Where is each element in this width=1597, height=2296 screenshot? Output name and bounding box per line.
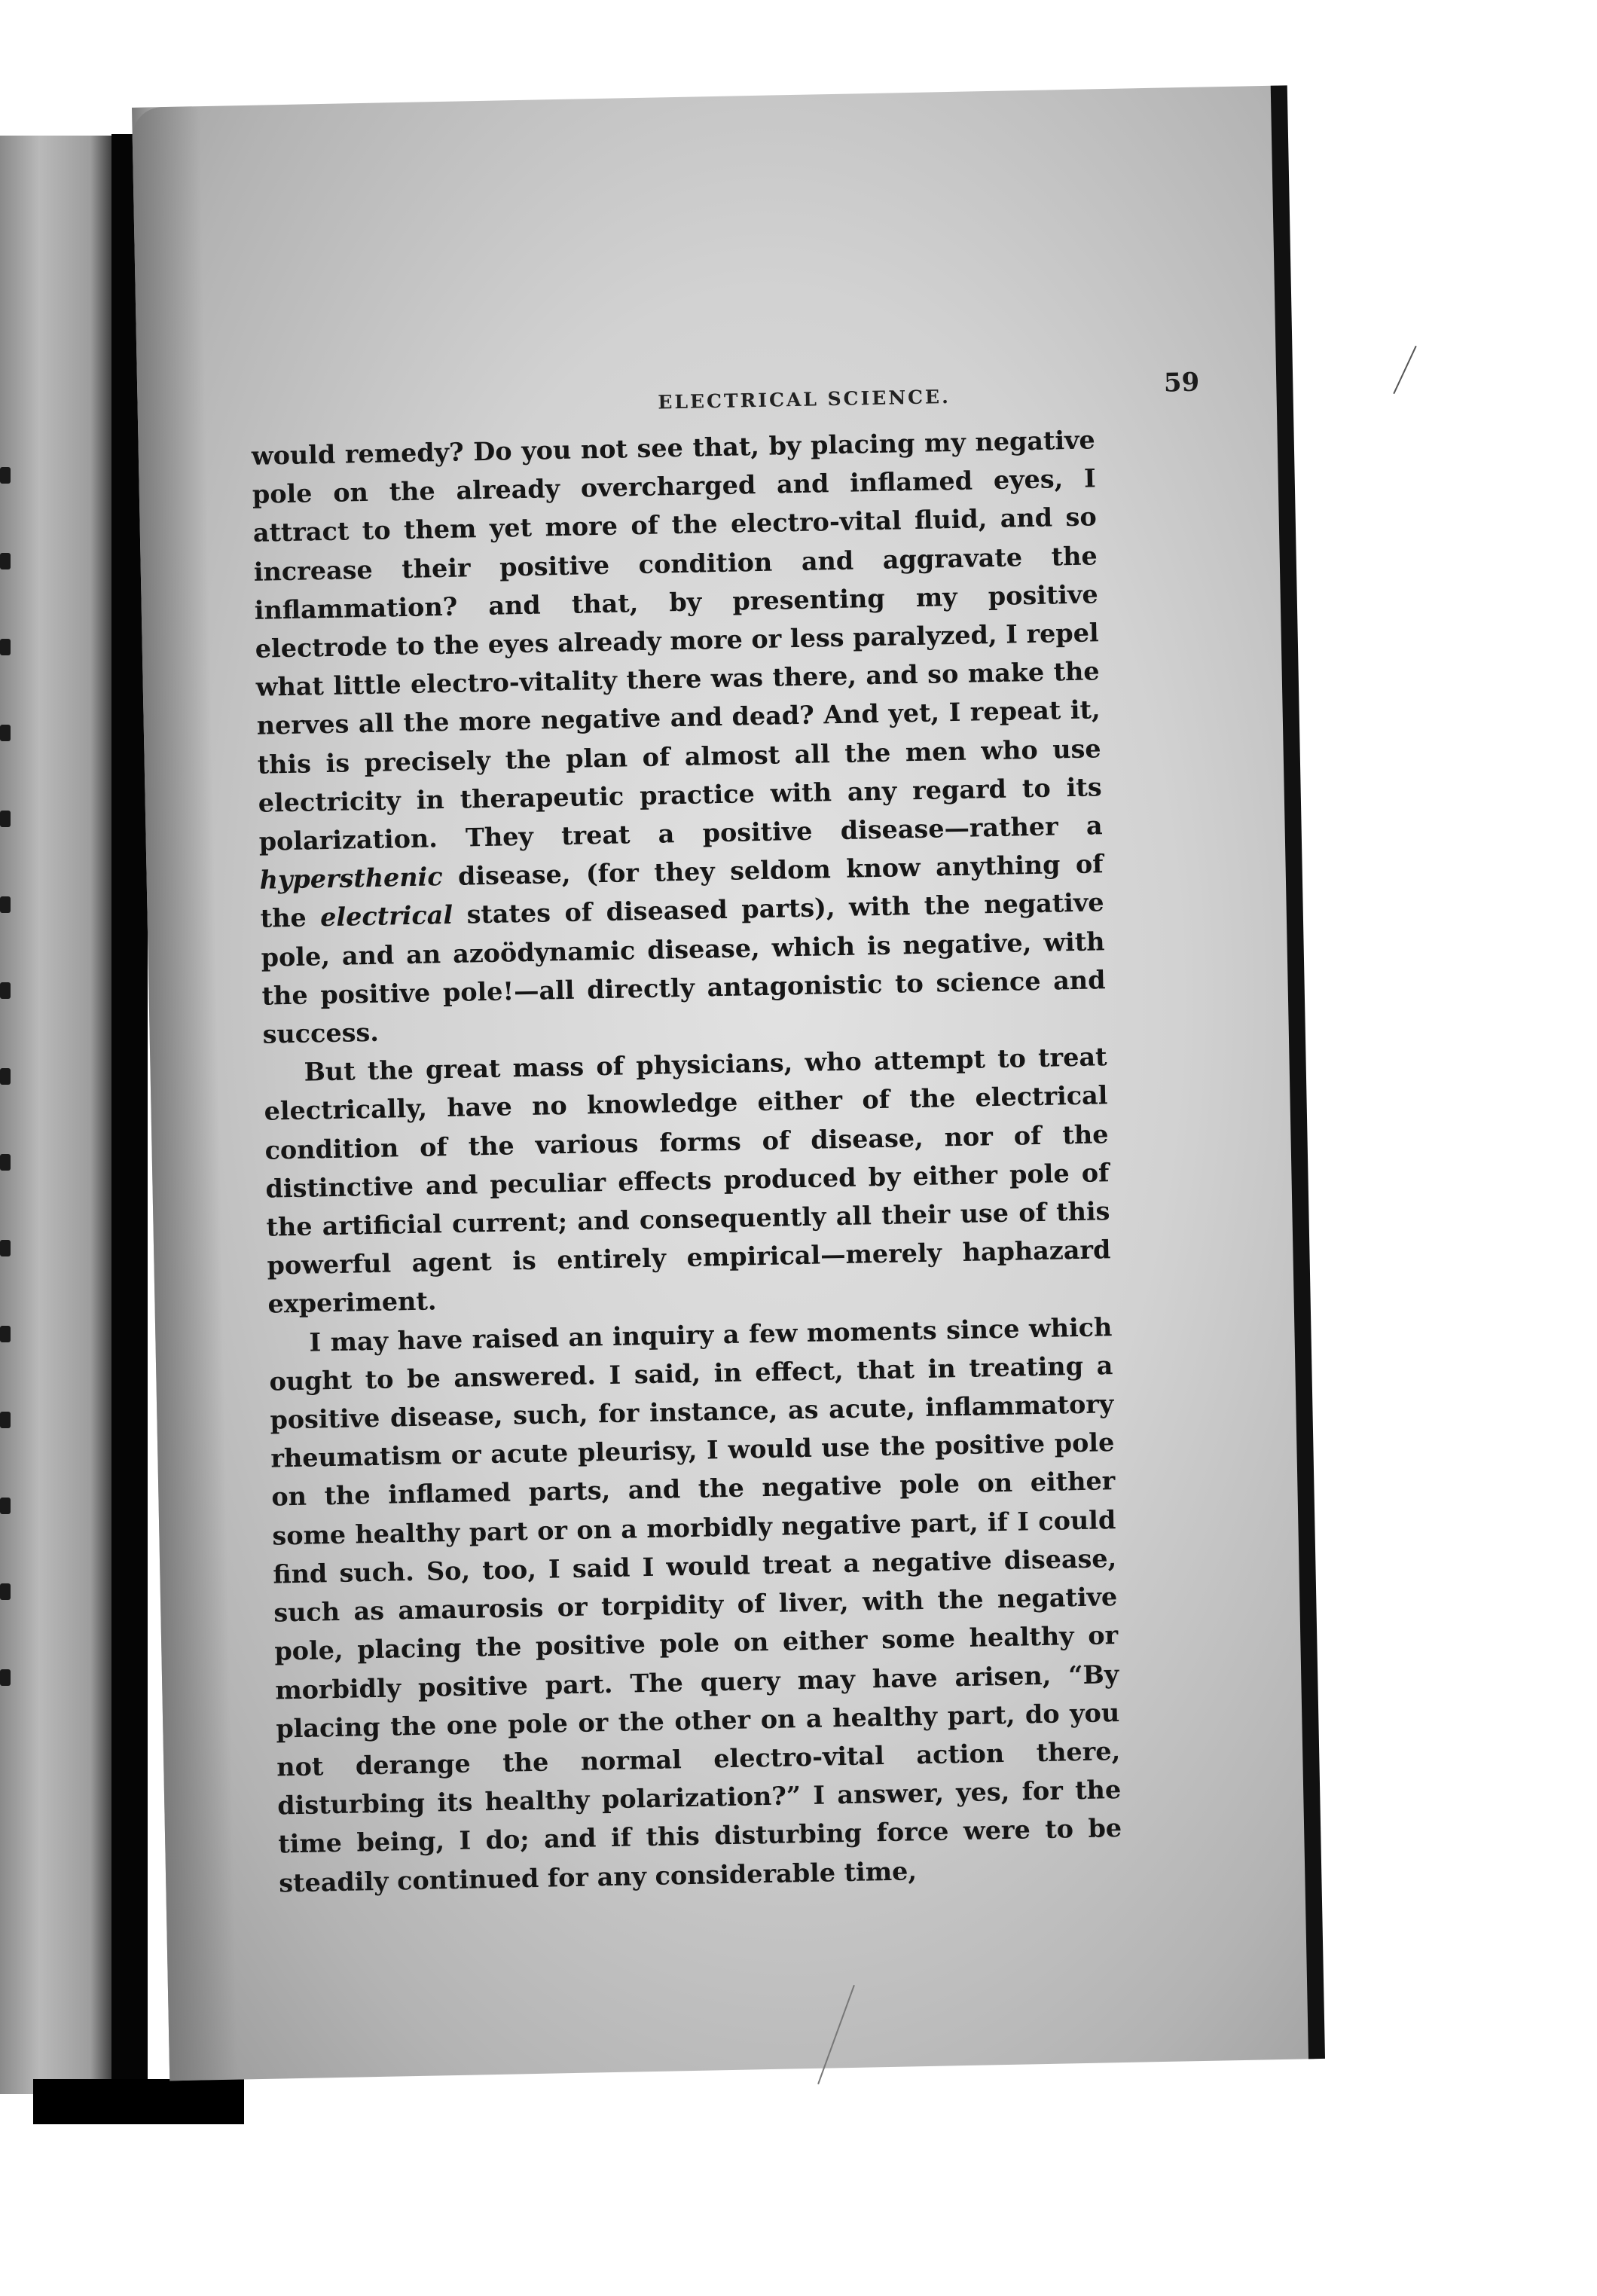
- paragraph: [263, 1037, 1112, 1324]
- text-run: But the great mass of physicians, who attempt to treat electrically, have no knowledge either of the electrical condition of the various forms of disease, nor of the distinctive and peculiar effects produced by either pole of the artificial current; and consequently all their use of this powerful agent is entirely empirical—merely haphazard experiment.: [264, 1042, 1111, 1320]
- left-page-text-fragments: [0, 467, 14, 1748]
- page-gutter-shadow: [132, 106, 237, 2081]
- text-run: would remedy? Do you not see that, by placing my negative pole on the already overcharged and inflamed eyes, I attract to them yet more of the electro-vital fluid, and so increase their positive condition and aggravate the inflammation? and that, by presenting my positive electrode to the eyes already more or less paralyzed, I repel what little electro-vitality there was there, and so make the nerves all the more negative and dead? And yet, I repeat it, this is precisely the plan of almost all the men who use electricity in therapeutic practice with any regard to its polarization. They treat a positive disease—rather a: [251, 425, 1103, 856]
- paragraph: [251, 420, 1107, 1054]
- scan-scratch: [1393, 346, 1416, 394]
- text-run: disease, (for they seldom know anything of the: [260, 849, 1104, 934]
- scan-bottom-bar: [33, 2079, 244, 2124]
- running-head: ELECTRICAL SCIENCE.: [658, 386, 951, 414]
- text-run: I may have raised an inquiry a few moments since which ought to be answered. I said, in effect, that in treating a positive disease, such, for instance, as acute, inflammatory rheumatism or acute pleurisy, I would use the positive pole on the inflamed parts, and the negative pole on either some healthy part or on a morbidly negative part, if I could find such. So, too, I said I would treat a negative disease, such as amaurosis or torpidity of liver, with the negative pole, placing the positive pole on either some healthy or morbidly positive part. The query may have arisen, “By placing the one pole or the other on a healthy part, do you not derange the normal electro-vital action there, disturbing its healthy polarization?” I answer, yes, for the time being, I do; and if this disturbing force were to be steadily continued for any considerable time,: [269, 1311, 1122, 1898]
- italic-term: electrical: [319, 900, 453, 933]
- paragraph: [268, 1308, 1123, 1902]
- italic-term: hypersthenic: [259, 862, 443, 895]
- book-page: [132, 86, 1315, 2081]
- page-number: 59: [1163, 367, 1200, 398]
- page-right-edge: [1271, 85, 1325, 2059]
- text-run: states of diseased parts), with the negative pole, and an azoödynamic disease, which is negative, with the positive pole!—all directly antagonistic to science and success.: [261, 887, 1106, 1049]
- body-text: [251, 420, 1122, 1902]
- left-page-edge: [0, 136, 113, 2094]
